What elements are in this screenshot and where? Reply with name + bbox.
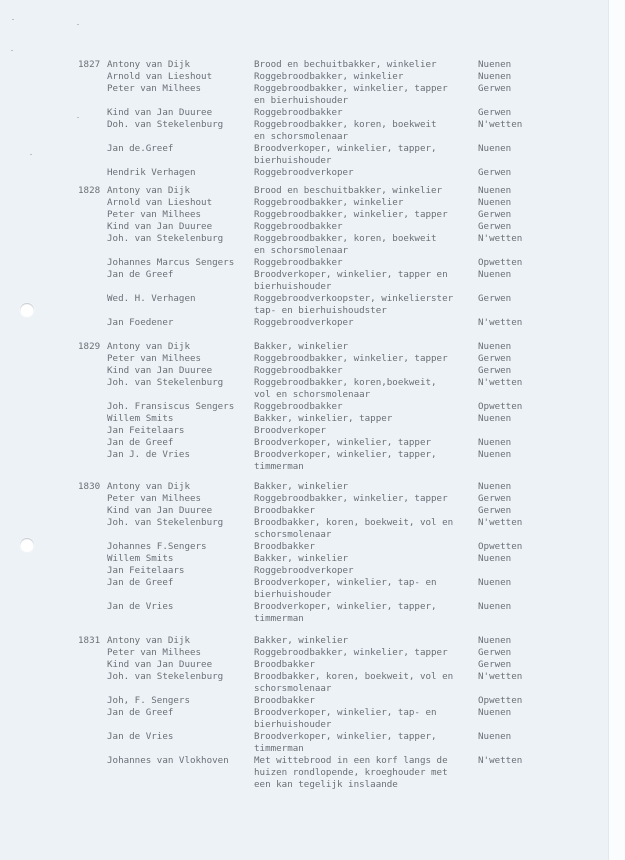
occupation-text: Broodbakker <box>254 695 315 706</box>
register-entry-continuation <box>0 719 560 731</box>
person-name: Antony van Dijk <box>107 185 190 196</box>
register-entry <box>0 437 560 449</box>
occupation-text: Bakker, winkelier <box>254 481 349 492</box>
year-block-1830 <box>0 481 560 625</box>
register-entry <box>0 197 560 209</box>
place-name: Opwetten <box>478 541 523 552</box>
occupation-text: timmerman <box>254 613 304 624</box>
place-name: Nuenen <box>478 341 512 352</box>
register-entry <box>0 601 560 613</box>
occupation-text: Roggebroodbakker <box>254 365 343 376</box>
register-entry-continuation <box>0 281 560 293</box>
occupation-text: Roggebroodbakker, winkelier <box>254 71 404 82</box>
person-name: Kind van Jan Duuree <box>107 107 213 118</box>
occupation-text: Broodverkoper, winkelier, tap- en <box>254 707 437 718</box>
person-name: Peter van Milhees <box>107 353 202 364</box>
register-entry <box>0 209 560 221</box>
person-name: Antony van Dijk <box>107 341 190 352</box>
year-label: 1829 <box>78 341 101 352</box>
person-name: Jan Feitelaars <box>107 565 185 576</box>
register-entry <box>0 221 560 233</box>
place-name: Nuenen <box>478 731 512 742</box>
place-name: Gerwen <box>478 167 512 178</box>
place-name: Gerwen <box>478 107 512 118</box>
occupation-text: Roggebroodverkoper <box>254 565 354 576</box>
occupation-text: Broodbakker <box>254 505 315 516</box>
place-name: Gerwen <box>478 647 512 658</box>
person-name: Joh. van Stekelenburg <box>107 233 224 244</box>
register-entry <box>0 505 560 517</box>
place-name: Nuenen <box>478 59 512 70</box>
register-entry <box>0 167 560 179</box>
place-name: Nuenen <box>478 143 512 154</box>
occupation-text: huizen rondlopende, kroeghouder met <box>254 767 448 778</box>
place-name: N'wetten <box>478 317 523 328</box>
register-entry-continuation <box>0 589 560 601</box>
place-name: Nuenen <box>478 553 512 564</box>
person-name: Johannes Marcus Sengers <box>107 257 235 268</box>
occupation-text: Met wittebrood in een korf langs de <box>254 755 448 766</box>
occupation-text: bierhuishouder <box>254 719 332 730</box>
occupation-text: Bakker, winkelier <box>254 341 349 352</box>
person-name: Peter van Milhees <box>107 83 202 94</box>
register-entry <box>0 401 560 413</box>
person-name: Jan de Greef <box>107 437 174 448</box>
occupation-text: Broodverkoper <box>254 425 326 436</box>
person-name: Hendrik Verhagen <box>107 167 196 178</box>
person-name: Joh. van Stekelenburg <box>107 671 224 682</box>
occupation-text: Bakker, winkelier, tapper <box>254 413 393 424</box>
person-name: Antony van Dijk <box>107 59 190 70</box>
scan-speck <box>77 24 79 25</box>
place-name: N'wetten <box>478 671 523 682</box>
place-name: Opwetten <box>478 401 523 412</box>
person-name: Antony van Dijk <box>107 481 190 492</box>
register-entry-continuation <box>0 131 560 143</box>
occupation-text: Brood en bechuitbakker, winkelier <box>254 59 437 70</box>
register-entry <box>0 635 560 647</box>
year-label: 1827 <box>78 59 101 70</box>
register-entry <box>0 659 560 671</box>
occupation-text: Roggebroodbakker <box>254 221 343 232</box>
person-name: Kind van Jan Duuree <box>107 505 213 516</box>
register-entry <box>0 269 560 281</box>
person-name: Jan de Vries <box>107 731 174 742</box>
year-block-1831 <box>0 635 560 791</box>
register-entry <box>0 317 560 329</box>
person-name: Joh. van Stekelenburg <box>107 517 224 528</box>
occupation-text: Roggebroodbakker, koren,boekweit, <box>254 377 437 388</box>
place-name: Gerwen <box>478 209 512 220</box>
occupation-text: Roggebroodverkoopster, winkelierster <box>254 293 454 304</box>
place-name: Opwetten <box>478 695 523 706</box>
occupation-text: en bierhuishouder <box>254 95 349 106</box>
year-block-1828 <box>0 185 560 329</box>
place-name: Gerwen <box>478 505 512 516</box>
occupation-text: Roggebroodbakker, koren, boekweit <box>254 119 437 130</box>
scan-speck <box>12 19 14 20</box>
occupation-text: tap- en bierhuishoudster <box>254 305 387 316</box>
occupation-text: bierhuishouder <box>254 589 332 600</box>
person-name: Joh. Fransiscus Sengers <box>107 401 235 412</box>
register-entry <box>0 233 560 245</box>
place-name: Nuenen <box>478 707 512 718</box>
occupation-text: Roggebroodbakker, winkelier, tapper <box>254 493 448 504</box>
year-label: 1831 <box>78 635 101 646</box>
register-entry-continuation <box>0 683 560 695</box>
person-name: Johannes van Vlokhoven <box>107 755 229 766</box>
occupation-text: Roggebroodbakker <box>254 401 343 412</box>
person-name: Arnold van Lieshout <box>107 71 213 82</box>
person-name: Willem Smits <box>107 553 174 564</box>
person-name: Jan de Greef <box>107 269 174 280</box>
person-name: Wed. H. Verhagen <box>107 293 196 304</box>
register-entry-continuation <box>0 389 560 401</box>
register-entry <box>0 341 560 353</box>
person-name: Kind van Jan Duuree <box>107 365 213 376</box>
occupation-text: Broodbakker, koren, boekweit, vol en <box>254 671 454 682</box>
year-label: 1830 <box>78 481 101 492</box>
person-name: Willem Smits <box>107 413 174 424</box>
scan-speck <box>11 50 13 51</box>
occupation-text: Bakker, winkelier <box>254 635 349 646</box>
place-name: Gerwen <box>478 493 512 504</box>
register-entry <box>0 59 560 71</box>
person-name: Peter van Milhees <box>107 209 202 220</box>
occupation-text: Broodbakker, koren, boekweit, vol en <box>254 517 454 528</box>
register-entry <box>0 143 560 155</box>
register-entry <box>0 449 560 461</box>
occupation-text: Roggebroodbakker, winkelier, tapper <box>254 353 448 364</box>
register-entry <box>0 107 560 119</box>
occupation-text: Broodverkoper, winkelier, tapper en <box>254 269 448 280</box>
register-entry-continuation <box>0 245 560 257</box>
register-entry <box>0 553 560 565</box>
occupation-text: Broodverkoper, winkelier, tapper, <box>254 731 437 742</box>
register-entry-continuation <box>0 613 560 625</box>
register-entry <box>0 257 560 269</box>
place-name: Nuenen <box>478 71 512 82</box>
register-entry <box>0 425 560 437</box>
place-name: Nuenen <box>478 413 512 424</box>
occupation-text: Brood en beschuitbakker, winkelier <box>254 185 443 196</box>
place-name: Nuenen <box>478 269 512 280</box>
person-name: Jan Feitelaars <box>107 425 185 436</box>
register-entry-continuation <box>0 461 560 473</box>
place-name: Gerwen <box>478 365 512 376</box>
place-name: N'wetten <box>478 755 523 766</box>
person-name: Jan de Greef <box>107 707 174 718</box>
place-name: Gerwen <box>478 353 512 364</box>
register-entry-continuation <box>0 743 560 755</box>
occupation-text: timmerman <box>254 461 304 472</box>
place-name: Nuenen <box>478 601 512 612</box>
register-entry-continuation <box>0 95 560 107</box>
register-entry <box>0 493 560 505</box>
year-block-1829 <box>0 341 560 473</box>
register-entry <box>0 707 560 719</box>
place-name: N'wetten <box>478 377 523 388</box>
place-name: Nuenen <box>478 449 512 460</box>
person-name: Peter van Milhees <box>107 647 202 658</box>
place-name: Gerwen <box>478 659 512 670</box>
register-entry-continuation <box>0 155 560 167</box>
register-entry-continuation <box>0 529 560 541</box>
occupation-text: schorsmolenaar <box>254 529 332 540</box>
register-entry-continuation <box>0 779 560 791</box>
place-name: Gerwen <box>478 83 512 94</box>
occupation-text: Roggebroodverkoper <box>254 317 354 328</box>
occupation-text: schorsmolenaar <box>254 683 332 694</box>
register-entry <box>0 755 560 767</box>
occupation-text: Roggebroodbakker, winkelier <box>254 197 404 208</box>
place-name: Nuenen <box>478 197 512 208</box>
occupation-text: Broodbakker <box>254 659 315 670</box>
place-name: N'wetten <box>478 119 523 130</box>
occupation-text: Roggebroodbakker, winkelier, tapper <box>254 209 448 220</box>
person-name: Arnold van Lieshout <box>107 197 213 208</box>
person-name: Peter van Milhees <box>107 493 202 504</box>
place-name: Nuenen <box>478 577 512 588</box>
person-name: Jan Foedener <box>107 317 174 328</box>
register-entry <box>0 517 560 529</box>
place-name: Gerwen <box>478 221 512 232</box>
register-entry <box>0 647 560 659</box>
year-block-1827 <box>0 59 560 179</box>
register-entry <box>0 577 560 589</box>
person-name: Johannes F.Sengers <box>107 541 207 552</box>
register-entry <box>0 293 560 305</box>
occupation-text: timmerman <box>254 743 304 754</box>
place-name: N'wetten <box>478 517 523 528</box>
person-name: Joh. van Stekelenburg <box>107 377 224 388</box>
register-entry <box>0 119 560 131</box>
occupation-text: en schorsmolenaar <box>254 245 349 256</box>
occupation-text: bierhuishouder <box>254 281 332 292</box>
place-name: N'wetten <box>478 233 523 244</box>
place-name: Opwetten <box>478 257 523 268</box>
occupation-text: Broodbakker <box>254 541 315 552</box>
occupation-text: Broodverkoper, winkelier, tapper, <box>254 449 437 460</box>
occupation-text: Broodverkoper, winkelier, tapper <box>254 437 432 448</box>
place-name: Nuenen <box>478 635 512 646</box>
register-entry <box>0 377 560 389</box>
register-entry <box>0 731 560 743</box>
register-entry <box>0 83 560 95</box>
register-entry <box>0 695 560 707</box>
register-entry <box>0 671 560 683</box>
register-entry-continuation <box>0 305 560 317</box>
occupation-text: bierhuishouder <box>254 155 332 166</box>
occupation-text: Broodverkoper, winkelier, tapper, <box>254 143 437 154</box>
register-entry-continuation <box>0 767 560 779</box>
occupation-text: en schorsmolenaar <box>254 131 349 142</box>
person-name: Kind van Jan Duuree <box>107 659 213 670</box>
occupation-text: Broodverkoper, winkelier, tap- en <box>254 577 437 588</box>
person-name: Antony van Dijk <box>107 635 190 646</box>
register-entry <box>0 353 560 365</box>
person-name: Joh, F. Sengers <box>107 695 190 706</box>
occupation-text: Roggebroodbakker, winkelier, tapper <box>254 647 448 658</box>
person-name: Kind van Jan Duuree <box>107 221 213 232</box>
register-entry <box>0 565 560 577</box>
place-name: Nuenen <box>478 185 512 196</box>
occupation-text: Broodverkoper, winkelier, tapper, <box>254 601 437 612</box>
place-name: Nuenen <box>478 481 512 492</box>
person-name: Jan de Vries <box>107 601 174 612</box>
occupation-text: Roggebroodbakker <box>254 257 343 268</box>
year-label: 1828 <box>78 185 101 196</box>
place-name: Nuenen <box>478 437 512 448</box>
occupation-text: Roggebroodbakker <box>254 107 343 118</box>
person-name: Doh. van Stekelenburg <box>107 119 224 130</box>
place-name: Gerwen <box>478 293 512 304</box>
occupation-text: een kan tegelijk inslaande <box>254 779 398 790</box>
page-edge-strip <box>608 0 625 860</box>
register-entry <box>0 481 560 493</box>
register-entry <box>0 413 560 425</box>
occupation-text: Roggebroodverkoper <box>254 167 354 178</box>
person-name: Jan de.Greef <box>107 143 174 154</box>
occupation-text: Roggebroodbakker, koren, boekweit <box>254 233 437 244</box>
register-entry <box>0 71 560 83</box>
register-entry <box>0 365 560 377</box>
person-name: Jan J. de Vries <box>107 449 190 460</box>
register-entry <box>0 541 560 553</box>
occupation-text: Roggebroodbakker, winkelier, tapper <box>254 83 448 94</box>
occupation-text: vol en schorsmolenaar <box>254 389 371 400</box>
register-entry <box>0 185 560 197</box>
occupation-text: Bakker, winkelier <box>254 553 349 564</box>
person-name: Jan de Greef <box>107 577 174 588</box>
